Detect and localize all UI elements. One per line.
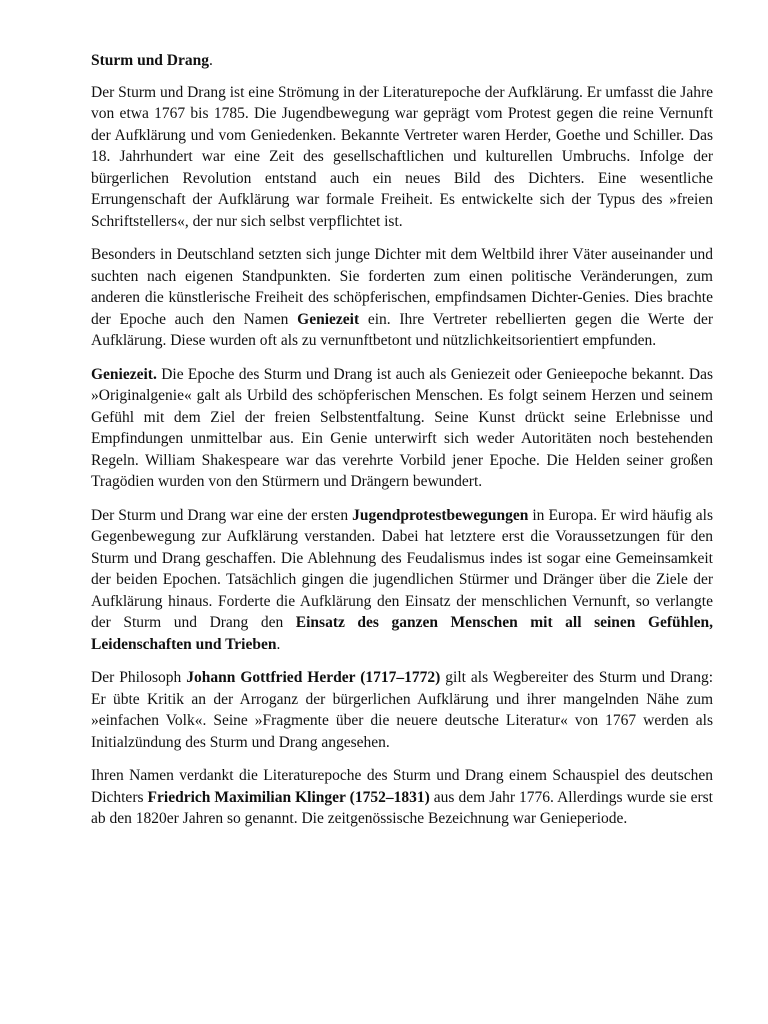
title-period: . <box>209 52 213 69</box>
paragraph-jugendprotest <box>91 505 713 656</box>
document-heading <box>91 50 713 72</box>
paragraph-geniezeit-text: Die Epoche des Sturm und Drang ist auch als Geniezeit oder Genieepoche bekannt. Das »Originalgenie« galt als Urbild des schöpferischen Menschen. Es folgt seinem Herzen und seinem Gefühl mit dem Ziel der freien Selbstentfaltung. Seine Kunst drückt seine Erlebnisse und Empfindungen unmittelbar aus. Ein Genie unterwirft sich weder Autoritäten noch bestehenden Regeln. William Shakespeare war das verehrte Vorbild jener Epoche. Die Helden seiner großen Tragödien wurden von den Stürmern und Drängern bewundert. <box>91 365 713 490</box>
paragraph-herder-text-2: gilt als Wegbereiter des Sturm und Drang: Er übte Kritik an der Arroganz der bürgerlichen Aufklärung und ihrer mangelnden Nähe zum »einfachen Volk«. Seine »Fragmente über die neuere deutsche Literatur« von 1767 werden als Initialzündung des Sturm und Drang angesehen. <box>91 669 713 751</box>
paragraph-intro-text: Der Sturm und Drang ist eine Strömung in der Literaturepoche der Aufklärung. Er umfasst die Jahre von etwa 1767 bis 1785. Die Jugendbewegung war geprägt vom Protest gegen die reine Vernunft der Aufklärung und vom Geniedenken. Bekannte Vertreter waren Herder, Goethe und Schiller. Das 18. Jahrhundert war eine Zeit des gesellschaftlichen und kulturellen Umbruchs. Infolge der bürgerlichen Revolution entstand auch ein neues Bild des Dichters. Eine wesentliche Errungenschaft der Aufklärung war formale Freiheit. Es entwickelte sich der Typus des »freien Schriftstellers«, der nur sich selbst verpflichtet ist. <box>91 83 713 230</box>
paragraph-klinger-text-1: Ihren Namen verdankt die Literaturepoche des Sturm und Drang einem Schauspiel des deutschen Dichters <box>91 767 713 806</box>
term-einsatz-des-ganzen-menschen: Einsatz des ganzen Menschen mit all seinen Gefühlen, Leidenschaften und Trieben <box>91 614 713 653</box>
name-herder: Johann Gottfried Herder (1717–1772) <box>186 669 441 686</box>
paragraph-jugendprotest-text-1: Der Sturm und Drang war eine der ersten <box>91 506 353 524</box>
paragraph-herder-text-1: Der Philosoph <box>91 669 187 686</box>
term-geniezeit: Geniezeit <box>297 310 360 328</box>
paragraph-intro <box>91 82 713 233</box>
document-title: Sturm und Drang <box>91 52 209 69</box>
paragraph-klinger <box>91 765 713 830</box>
paragraph-germany <box>91 244 713 352</box>
name-klinger: Friedrich Maximilian Klinger (1752–1831) <box>147 788 430 806</box>
paragraph-herder <box>91 667 713 753</box>
term-jugendprotestbewegungen: Jugendprotestbewegungen <box>352 506 529 524</box>
paragraph-germany-text-1: Besonders in Deutschland setzten sich junge Dichter mit dem Weltbild ihrer Väter auseinander und suchten nach eigenen Standpunkten. Sie forderten zum einen politische Veränderungen, zum anderen die künstlerische Freiheit des schöpferischen, empfindsamen Dichter-Genies. Dies brachte der Epoche auch den Namen <box>91 246 713 328</box>
paragraph-geniezeit <box>91 364 713 493</box>
paragraph-germany-text-2: ein. Ihre Vertreter rebellierten gegen die Werte der Aufklärung. Diese wurden oft als zu vernunftbetont und nützlichkeitsorientiert empfunden. <box>91 310 713 349</box>
paragraph-jugendprotest-text-3: . <box>276 635 281 653</box>
section-label-geniezeit: Geniezeit. <box>91 365 157 383</box>
paragraph-jugendprotest-text-2: in Europa. Er wird häufig als Gegenbewegung zur Aufklärung verstanden. Dabei hat letztere erst die Voraussetzungen für den Sturm und Drang geschaffen. Die Ablehnung des Feudalismus indes ist sogar eine Gemeinsamkeit der beiden Epochen. Tatsächlich gingen die jugendlichen Stürmer und Dränger über die Ziele der Aufklärung hinaus. Forderte die Aufklärung den Einsatz der menschlichen Vernunft, so verlangte der Sturm und Drang den <box>91 506 713 631</box>
paragraph-klinger-text-2: aus dem Jahr 1776. Allerdings wurde sie erst ab den 1820er Jahren so genannt. Die zeitgenössische Bezeichnung war Genieperiode. <box>91 788 713 827</box>
